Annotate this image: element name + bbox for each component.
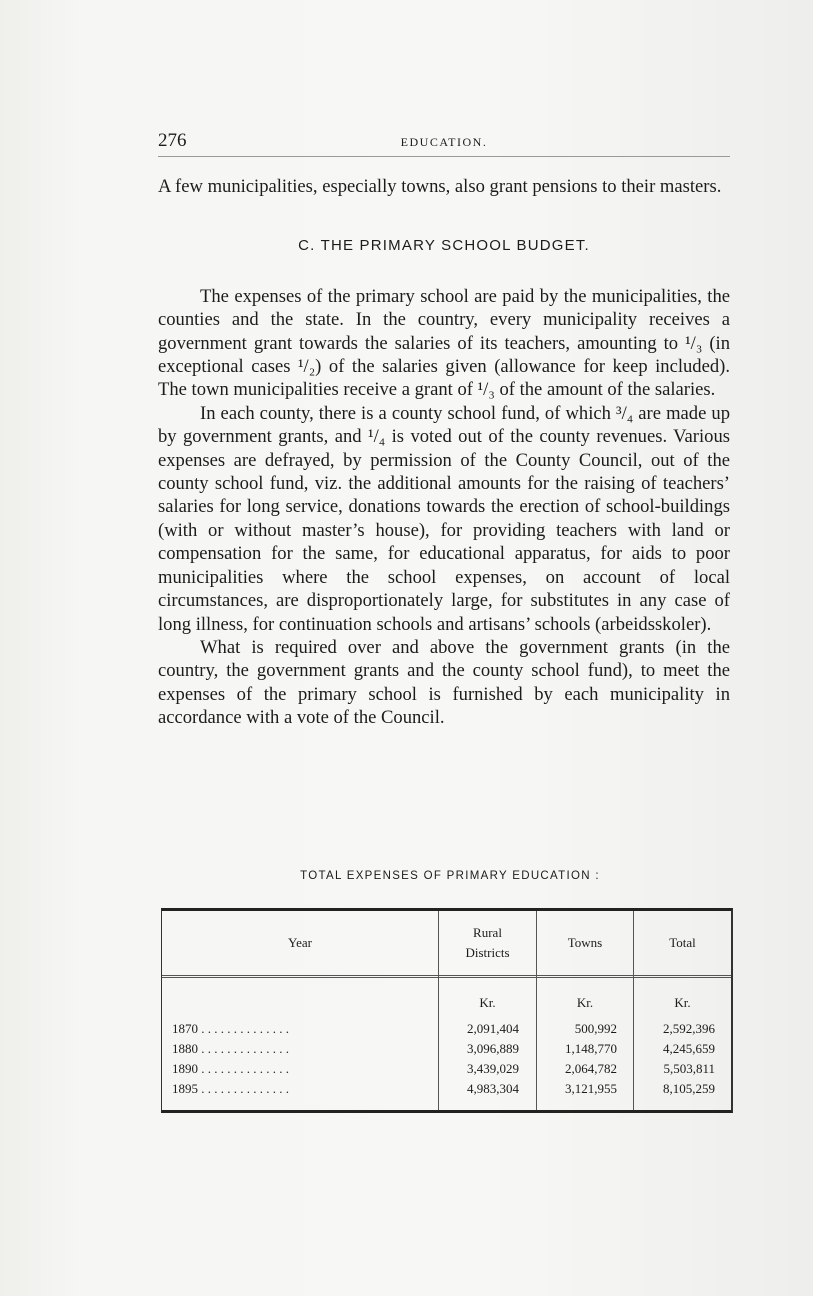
unit-label: Kr. (674, 995, 691, 1010)
table-cell-rural: 3,439,029 (467, 1061, 519, 1076)
table-cell-rural: 4,983,304 (467, 1081, 519, 1096)
paragraph: What is required over and above the government grants (in the country, the government grants and the county school fund), to meet the expenses of the primary school is furnished by each municipality in accordance with a vote of the Council. (158, 636, 730, 729)
table-cell-towns: 2,064,782 (565, 1061, 617, 1076)
header-towns: Towns (567, 935, 603, 950)
header-year: Year (288, 935, 312, 950)
page-header (158, 128, 730, 157)
expenses-table (161, 908, 733, 1113)
table-cell-rural: 2,091,404 (467, 1021, 519, 1036)
table-title: TOTAL EXPENSES OF PRIMARY EDUCATION : (300, 870, 600, 882)
table-cell-total: 4,245,659 (663, 1041, 715, 1056)
table-cell-towns: 1,148,770 (565, 1041, 617, 1056)
section-heading: C. THE PRIMARY SCHOOL BUDGET. (298, 237, 590, 255)
paragraph: The expenses of the primary school are paid by the municipalities, the counties and the state. In the country, every municipality receives a government grant towards the salaries of its teachers, amounting to ¹/₃ (in exceptional cases ¹/₂) of the salaries given (allowance for keep included). The town municipalities receive a grant of ¹/₃ of the amount of the salaries. (158, 285, 730, 401)
header-separator (162, 975, 731, 978)
body-text (158, 175, 730, 730)
table-cell-total: 8,105,259 (663, 1081, 715, 1096)
table-cell-total: 5,503,811 (663, 1061, 715, 1076)
unit-label: Kr. (479, 995, 496, 1010)
table-row-year: 1890 . . . . . . . . . . . . . . (172, 1061, 289, 1076)
table-cell-total: 2,592,396 (663, 1021, 715, 1036)
header-rural: Rural Districts (465, 925, 510, 960)
table-cell-towns: 500,992 (574, 1021, 617, 1036)
page-number: 276 (158, 130, 187, 151)
table-row-year: 1870 . . . . . . . . . . . . . . (172, 1021, 289, 1036)
paragraph: A few municipalities, especially towns, also grant pensions to their masters. (158, 176, 722, 197)
running-head: EDUCATION. (400, 135, 488, 149)
unit-label: Kr. (576, 995, 594, 1010)
table-cell-rural: 3,096,889 (467, 1041, 519, 1056)
paragraph: In each county, there is a county school fund, of which ³/₄ are made up by government grants, and ¹/₄ is voted out of the county revenues. Various expenses are defrayed, by permission of the County Council, out of the county school fund, viz. the additional amounts for the raising of teachers’ salaries for long service, donations towards the erection of school-buildings (with or without master’s house), for providing teachers with land or compensation for the same, for educational apparatus, for aids to poor municipalities where the school expenses, on account of local circumstances, are disproportionately large, for substitutes in any case of long illness, for continuation schools and artisans’ schools (arbeidsskoler). (158, 402, 730, 635)
header-total: Total (669, 935, 696, 950)
table-cell-towns: 3,121,955 (565, 1081, 617, 1096)
table-row-year: 1880 . . . . . . . . . . . . . . (172, 1041, 289, 1056)
table-row-year: 1895 . . . . . . . . . . . . . . (172, 1081, 289, 1096)
